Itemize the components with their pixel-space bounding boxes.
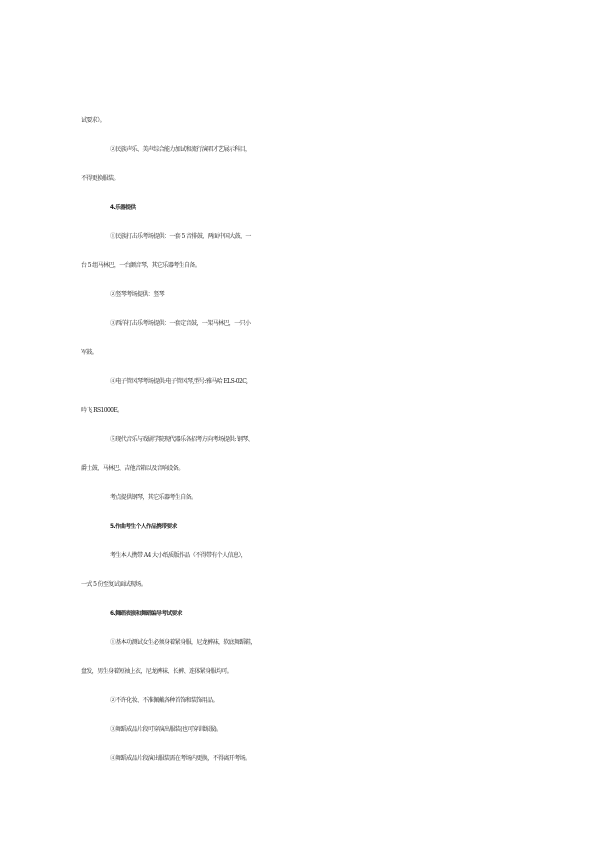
paragraph-line: 一式 5 份至复试面试现场。 [81,581,147,588]
paragraph-line: 台 5 组马林巴，一台颤音琴，其它乐器考生自备。 [81,262,201,269]
paragraph-line: ④舞蹈成品片段演出服装需在考场内更换，不得离开考场。 [110,755,251,762]
section-heading: 6.舞蹈表演和舞蹈编导考试要求 [110,611,182,617]
paragraph-line: 吟飞 RS1000E。 [81,407,123,414]
paragraph-line: 考点提供钢琴，其它乐器考生自备。 [110,494,197,501]
paragraph-line: ②民族声乐、美声综合能力加试和流行演唱才艺展示科目， [110,146,251,153]
paragraph-line: ④电子管风琴考场提供:电子管风琴,型号:雅马哈 ELS-02C, [110,378,248,385]
paragraph-line: ①基本功测试女生必须身着紧身服，尼龙裤袜，软底舞蹈鞋， [110,639,256,646]
paragraph-line: 考生本人携带 A4 大小纸质版作品（不得带有个人信息）， [110,552,247,559]
paragraph-line: ①民族打击乐考场提供：一套 5 音排鼓、两面中国大鼓、一 [110,233,251,240]
paragraph-line: 盘发，男生身着短袖上衣，尼龙裤袜、长裤、连体紧身服均可。 [81,668,233,675]
paragraph-line: 军鼓。 [81,349,98,356]
paragraph-line: 不得更换服装。 [81,175,119,182]
paragraph-line: ③西洋打击乐考场提供：一套定音鼓，一架马林巴，一只小 [110,320,251,327]
paragraph-line: ②不许化妆、不准佩戴各种首饰和装饰用品。 [110,697,219,704]
paragraph-line: 试要求）。 [81,117,106,124]
section-heading: 4.乐器提供 [110,205,136,211]
paragraph-line: ③舞蹈成品片段可穿演出服装(也可穿训练服)。 [110,726,222,733]
section-heading: 5.作曲考生个人作品携带要求 [110,524,177,530]
paragraph-line: ⑤现代音乐与戏剧学院现代器乐各招考方向考场提供: 钢琴、 [110,436,254,443]
paragraph-line: ②竖琴考场提供：竖琴 [110,291,165,298]
paragraph-line: 爵士鼓、马林巴、吉他音箱以及音响设备。 [81,465,184,472]
